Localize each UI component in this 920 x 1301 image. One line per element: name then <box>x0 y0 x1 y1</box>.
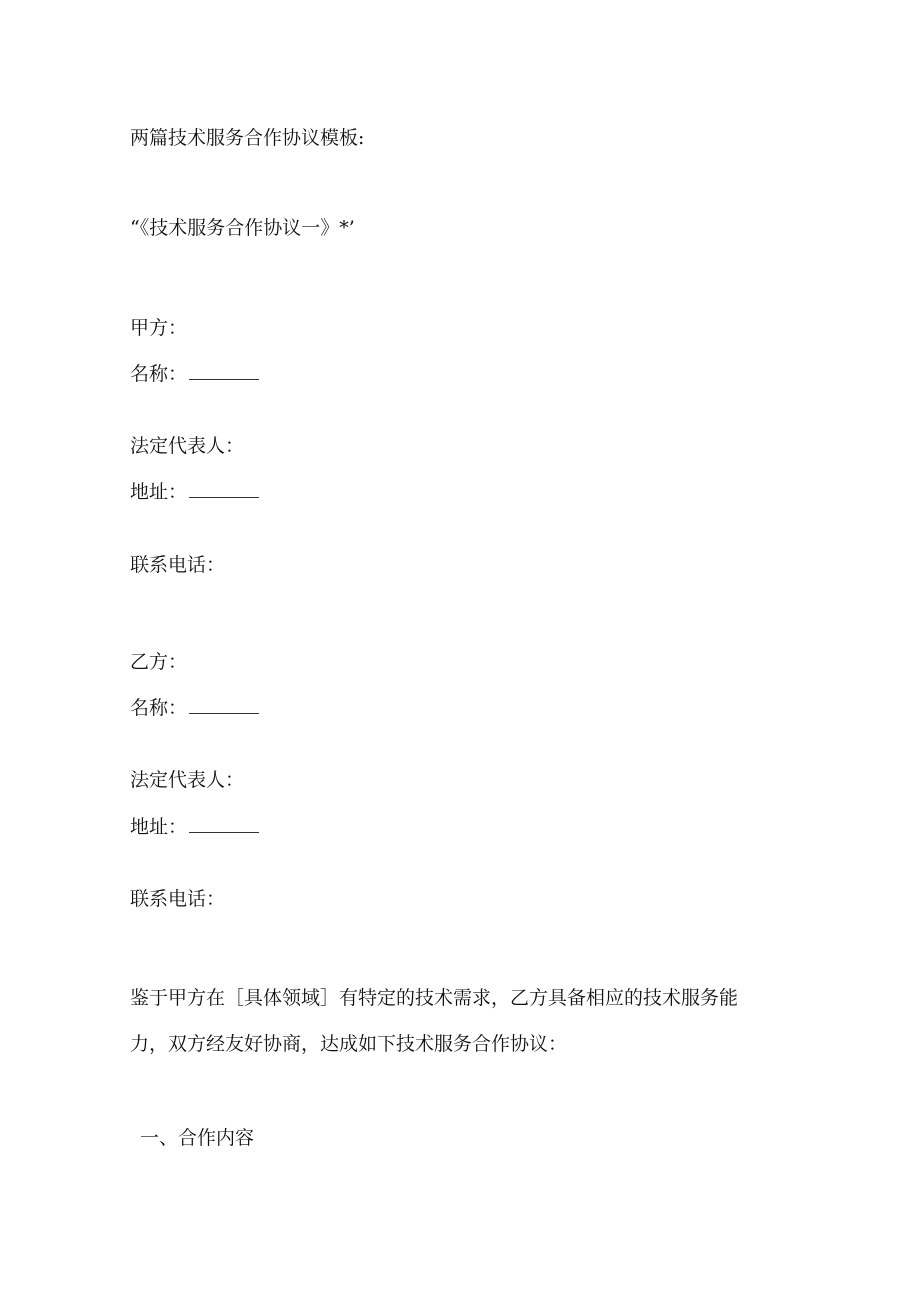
party-a-address-row <box>130 480 259 504</box>
party-a-rep-label: 法定代表人： <box>130 435 245 457</box>
party-b-label: 乙方： <box>130 651 188 673</box>
preamble-line-2: 力，双方经友好协商，达成如下技术服务合作协议： <box>130 1033 568 1055</box>
party-b-address-blank <box>189 816 259 833</box>
party-b-address-row <box>130 815 259 839</box>
party-a-name-row <box>130 362 259 386</box>
party-b-phone-label: 联系电话： <box>130 888 226 910</box>
party-b-rep-label: 法定代表人： <box>130 769 245 791</box>
party-b-name-blank <box>189 697 259 714</box>
party-a-label: 甲方： <box>130 317 188 339</box>
document-subtitle: “《技术服务合作协议一》*’ <box>130 217 355 239</box>
party-a-address-blank <box>189 481 259 498</box>
section-1-title: 一、合作内容 <box>140 1127 255 1149</box>
party-a-phone-label: 联系电话： <box>130 554 226 576</box>
party-a-name-label: 名称： <box>130 363 188 385</box>
party-a-name-blank <box>189 363 259 380</box>
party-a-address-label: 地址： <box>130 481 188 503</box>
document-heading: 两篇技术服务合作协议模板: <box>130 127 365 149</box>
preamble-line-1: 鉴于甲方在［具体领域］有特定的技术需求，乙方具备相应的技术服务能 <box>130 987 739 1009</box>
party-b-name-label: 名称： <box>130 697 188 719</box>
party-b-name-row <box>130 696 259 720</box>
party-b-address-label: 地址： <box>130 816 188 838</box>
